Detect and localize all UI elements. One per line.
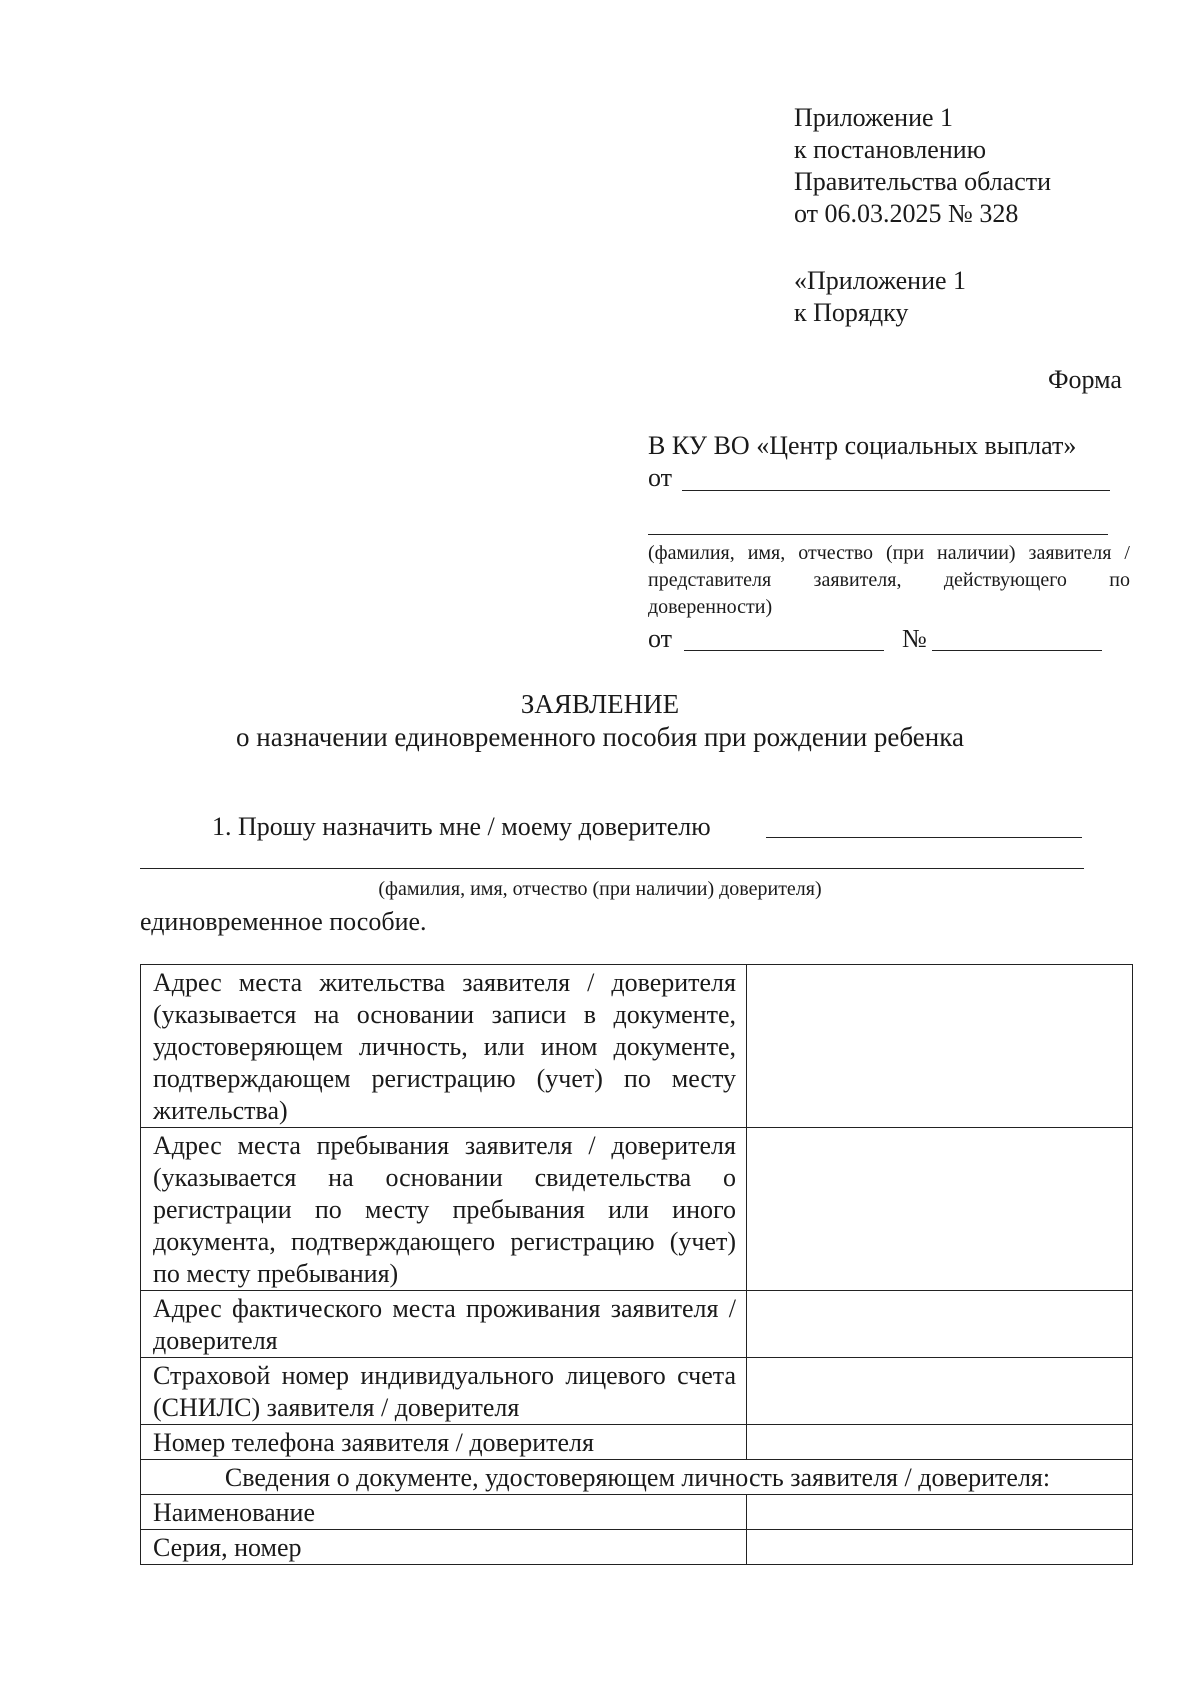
recipient-from-label: от [648,463,673,492]
annex-block [794,102,1051,230]
table-row [141,1460,1133,1495]
row-label-stay-address: Адрес места пребывания заявителя / доверителя (указывается на основании свидетельства о регистрации по месту пребывания или иного документа, подтверждающего регистрацию (учет) по месту пребывания) [141,1128,747,1291]
row-label-document-name: Наименование [141,1495,747,1530]
annex-inner-line-2: к Порядку [794,298,909,327]
residence-address-field[interactable] [747,965,1133,1128]
table-row [141,1495,1133,1530]
row-label-snils: Страховой номер индивидуального лицевого счета (СНИЛС) заявителя / доверителя [141,1358,747,1425]
table-row [141,1128,1133,1291]
series-number-field[interactable] [747,1530,1133,1565]
table-row [141,1425,1133,1460]
annex-inner-line-1: «Приложение 1 [794,266,967,295]
item-1-text: 1. Прошу назначить мне / моему доверителю [212,812,711,841]
applicant-data-table [140,964,1133,1565]
phone-field[interactable] [747,1425,1133,1460]
annex-line-1: Приложение 1 [794,103,954,132]
recipient-date-label: от [648,624,673,653]
row-label-series-number: Серия, номер [141,1530,747,1565]
recipient-to: В КУ ВО «Центр социальных выплат» [648,431,1077,460]
applicant-name-line-1[interactable] [682,490,1110,491]
table-row [141,1358,1133,1425]
number-sign: № [902,624,927,653]
applicant-name-line-2[interactable] [648,534,1108,535]
document-name-field[interactable] [747,1495,1133,1530]
document-subtitle: о назначении единовременного пособия при рождении ребенка [236,722,964,752]
identity-document-section-header: Сведения о документе, удостоверяющем личность заявителя / доверителя: [141,1460,1133,1495]
document-title: ЗАЯВЛЕНИЕ [520,689,680,719]
row-label-phone: Номер телефона заявителя / доверителя [141,1425,747,1460]
principal-name-line-2[interactable] [140,868,1084,869]
table-row [141,1291,1133,1358]
annex-line-4: от 06.03.2025 № 328 [794,199,1019,228]
annex-line-3: Правительства области [794,167,1052,196]
annex-inner-block [794,265,966,329]
form-label: Форма [1048,365,1122,394]
row-label-residence-address: Адрес места жительства заявителя / доверителя (указывается на основании записи в документе, удостоверяющем личность, или ином документе, подтверждающем регистрацию (учет) по месту жительства) [141,965,747,1128]
item-1-tail: единовременное пособие. [140,907,427,936]
principal-hint: (фамилия, имя, отчество (при наличии) доверителя) [378,878,822,900]
power-of-attorney-date-line[interactable] [684,650,884,651]
table-row [141,1530,1133,1565]
row-label-actual-address: Адрес фактического места проживания заявителя / доверителя [141,1291,747,1358]
power-of-attorney-number-line[interactable] [932,650,1102,651]
stay-address-field[interactable] [747,1128,1133,1291]
annex-line-2: к постановлению [794,135,987,164]
snils-field[interactable] [747,1358,1133,1425]
actual-address-field[interactable] [747,1291,1133,1358]
applicant-hint: (фамилия, имя, отчество (при наличии) заявителя / представителя заявителя, действующего по доверенности) [648,542,1130,618]
table-row [141,965,1133,1128]
principal-name-line-1[interactable] [766,837,1082,838]
